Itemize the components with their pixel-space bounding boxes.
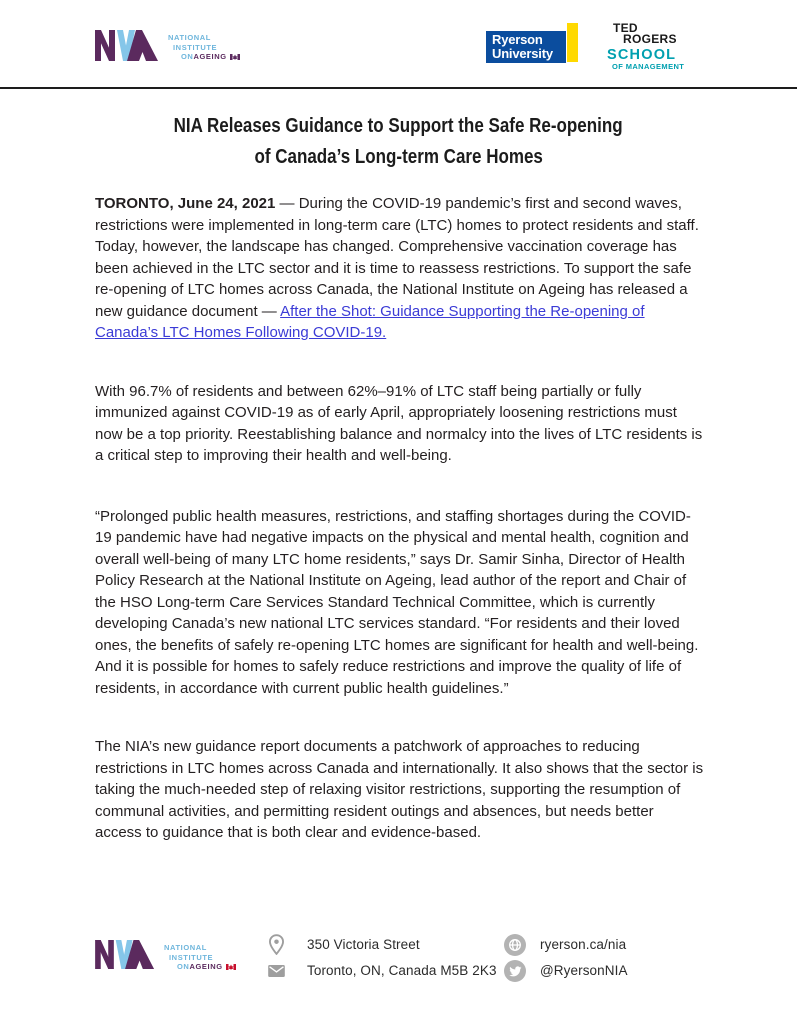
- footer-social-block: [502, 933, 628, 982]
- footer-contact-block: [263, 933, 497, 982]
- nia-wordmark-line1: NATIONAL: [168, 33, 211, 42]
- nia-wordmark-line3: [168, 52, 240, 62]
- website-link[interactable]: ryerson.ca/nia: [540, 937, 627, 952]
- footer-nia-logo-wordmark: [164, 940, 236, 972]
- trsm-logo-line1: TED: [613, 21, 638, 35]
- canada-flag-icon: [230, 54, 240, 60]
- address-line-1: 350 Victoria Street: [307, 937, 420, 952]
- footer-nia-logo-mark-icon: [95, 940, 157, 969]
- page-title: [0, 111, 797, 173]
- footer-nia-wordmark-ageing: AGEING: [189, 962, 223, 971]
- nia-logo-wordmark: [168, 30, 240, 62]
- footer-nia-wordmark-line1: NATIONAL: [164, 943, 207, 952]
- website-row: [502, 933, 628, 956]
- ryerson-logo-yellow-bar: [567, 23, 578, 62]
- twitter-icon: [502, 960, 528, 982]
- trsm-logo-line4: OF MANAGEMENT: [612, 62, 685, 71]
- footer-nia-wordmark-on: ON: [177, 962, 190, 971]
- footer-nia-wordmark-line3: [164, 962, 236, 972]
- page-title-line1: NIA Releases Guidance to Support the Safe Re-opening: [173, 115, 623, 137]
- dateline: TORONTO, June 24, 2021: [95, 195, 276, 212]
- paragraph-report-summary: The NIA’s new guidance report documents a patchwork of approaches to reducing restrictions in LTC homes across Canada and internationally. It also shows that the sector is taking the much-needed step of relaxing visitor restrictions, supporting the resumption of communal activities, and permitting resident outings and absences, but needs better access to guidance that is both clear and evidence-based.: [95, 738, 704, 841]
- report-link[interactable]: After the Shot: Guidance Supporting the Re-opening of Canada’s LTC Homes Following COVID-19.: [95, 302, 645, 341]
- nia-wordmark-line2: INSTITUTE: [173, 42, 218, 52]
- ryerson-logo-line1: Ryerson: [492, 32, 543, 47]
- address-line-2: Toronto, ON, Canada M5B 2K3: [307, 963, 497, 978]
- article-body: [95, 193, 704, 881]
- twitter-handle[interactable]: @RyersonNIA: [540, 963, 628, 978]
- header-divider: [0, 87, 797, 89]
- globe-icon: [502, 934, 528, 956]
- footer-nia-wordmark-line2: INSTITUTE: [169, 952, 214, 962]
- location-pin-icon: [263, 934, 289, 955]
- paragraph-dateline: [95, 193, 704, 344]
- ryerson-university-logo: [486, 23, 581, 63]
- nia-wordmark-ageing: AGEING: [193, 52, 227, 61]
- trsm-logo-line3: SCHOOL: [607, 47, 677, 63]
- nia-logo: [95, 30, 240, 62]
- twitter-row: [502, 959, 628, 982]
- address-row-2: [263, 959, 497, 982]
- ryerson-logo-line2: University: [492, 46, 553, 61]
- paragraph-immunization-stats: With 96.7% of residents and between 62%–91% of LTC staff being partially or fully immunized against COVID-19 as of early April, appropriately loosening restrictions must now be a top priority. Reestablishing balance and normalcy into the lives of LTC residents is a critical step to improving their health and well-being.: [95, 382, 703, 464]
- ted-rogers-school-logo: [607, 21, 685, 71]
- nia-logo-mark-icon: [95, 30, 161, 61]
- footer-canada-flag-icon: [226, 964, 236, 970]
- envelope-icon: [263, 965, 289, 977]
- ryerson-logo-box: [486, 31, 566, 63]
- paragraph-sinha-quote: “Prolonged public health measures, restrictions, and staffing shortages during the COVID-19 pandemic have had negative impacts on the physical and mental health, cognition and overall well-being of many LTC home residents,” says Dr. Samir Sinha, Director of Health Policy Research at the National Institute on Ageing, lead author of the report and Chair of the HSO Long-term Care Services Standard Technical Committee, which is currently developing Canada’s new national LTC services standard. “For residents and their loved ones, the benefits of safely re-opening LTC homes are significant for health and well-being. And it is possible for homes to safely reduce restrictions and improve the quality of life of residents, in accordance with current public health guidelines.”: [95, 507, 699, 697]
- footer-nia-logo: [95, 940, 236, 972]
- trsm-logo-line2: ROGERS: [623, 32, 677, 46]
- address-row-1: [263, 933, 497, 956]
- paragraph-1-text: — During the COVID-19 pandemic’s first and second waves, restrictions were implemented in long-term care (LTC) homes to protect residents and staff. Today, however, the landscape has changed. Comprehensive vaccination coverage has been achieved in the LTC sector and it is time to reassess restrictions. To support the safe re-opening of LTC homes across Canada, the National Institute on Ageing has released a new guidance document —: [95, 195, 699, 320]
- nia-wordmark-on: ON: [181, 52, 194, 61]
- page-title-line2: of Canada’s Long-term Care Homes: [254, 146, 543, 168]
